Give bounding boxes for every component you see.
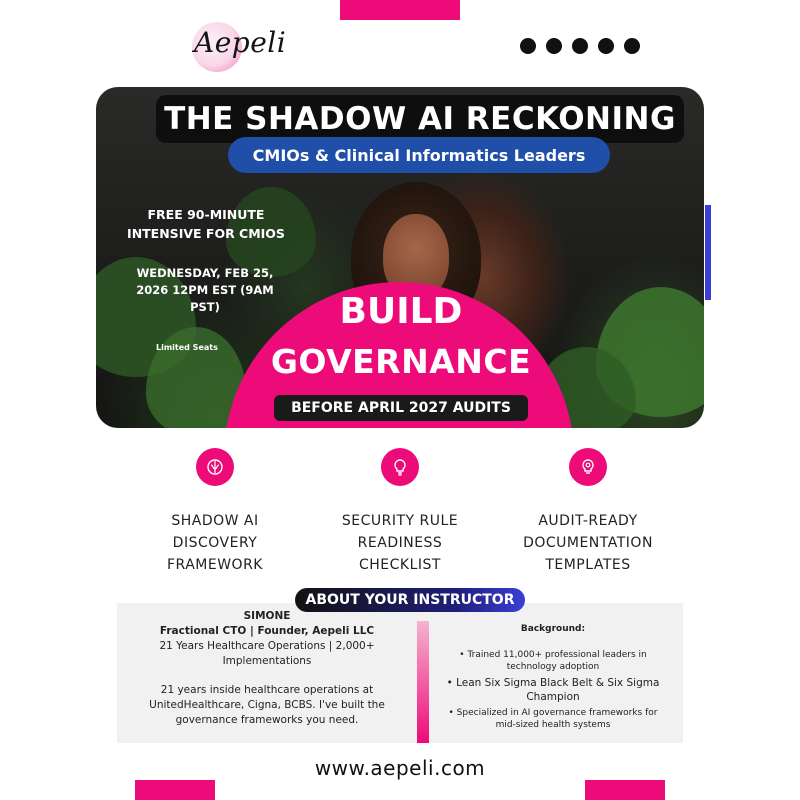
instructor-role: Fractional CTO | Founder, Aepeli LLC [159,625,375,637]
instructor-card [117,603,683,743]
feature-security-rule [310,448,490,576]
bottom-left-accent-bar [135,780,215,800]
about-heading-banner [295,588,525,612]
deadline-banner [274,395,528,421]
feature-shadow-ai [125,448,305,576]
title-banner [156,95,684,143]
top-accent-bar [340,0,460,20]
background-bullet: • Specialized in AI governance frameworks for mid-sized health systems [448,708,658,730]
lightbulb-icon [381,448,419,486]
feature-label: AUDIT-READY DOCUMENTATION TEMPLATES [523,513,653,573]
hero-banner [96,87,704,428]
limited-seats-text: Limited Seats [156,343,218,352]
headline-governance: GOVERNANCE [270,342,532,381]
instructor-name: SIMONE [243,610,291,622]
headline-build: BUILD [339,291,463,332]
dot-icon [624,38,640,54]
event-date: WEDNESDAY, FEB 25, 2026 12PM EST (9AM PST) [136,266,274,314]
dot-icon [546,38,562,54]
instructor-bio: SIMONE Fractional CTO | Founder, Aepeli LLC 21 Years Healthcare Operations | 2,000+ Implementations 21 years inside healthcare operations at UnitedHealthcare, Cigna, BCBS. I've built the governance frameworks you need. [137,609,397,728]
background-bullet: • Trained 11,000+ professional leaders in technology adoption [459,650,647,672]
side-accent-bar [705,205,711,300]
feature-label: SECURITY RULE READINESS CHECKLIST [341,513,459,573]
deadline-text: BEFORE APRIL 2027 AUDITS [291,400,511,416]
instructor-background [437,623,669,734]
dot-icon [598,38,614,54]
aepeli-logo[interactable] [180,20,290,76]
subtitle-banner [228,137,610,173]
background-bullet: • Lean Six Sigma Black Belt & Six Sigma Champion [446,677,660,703]
feature-audit-ready [498,448,678,576]
about-heading: ABOUT YOUR INSTRUCTOR [305,592,515,608]
dot-icon [520,38,536,54]
page-subtitle: CMIOs & Clinical Informatics Leaders [252,145,586,165]
dot-icon [572,38,588,54]
logo-text: Aepeli [194,26,287,59]
event-format: FREE 90-MINUTE INTENSIVE FOR CMIOS [127,207,285,241]
background-label: Background: [520,624,586,634]
brain-icon [196,448,234,486]
website-link[interactable]: www.aepeli.com [314,756,486,780]
card-divider [417,621,429,743]
decorative-dots [520,38,640,54]
lightbulb-gear-icon [569,448,607,486]
page-title: THE SHADOW AI RECKONING [164,101,676,137]
bottom-right-accent-bar [585,780,665,800]
feature-label: SHADOW AI DISCOVERY FRAMEWORK [167,513,263,573]
